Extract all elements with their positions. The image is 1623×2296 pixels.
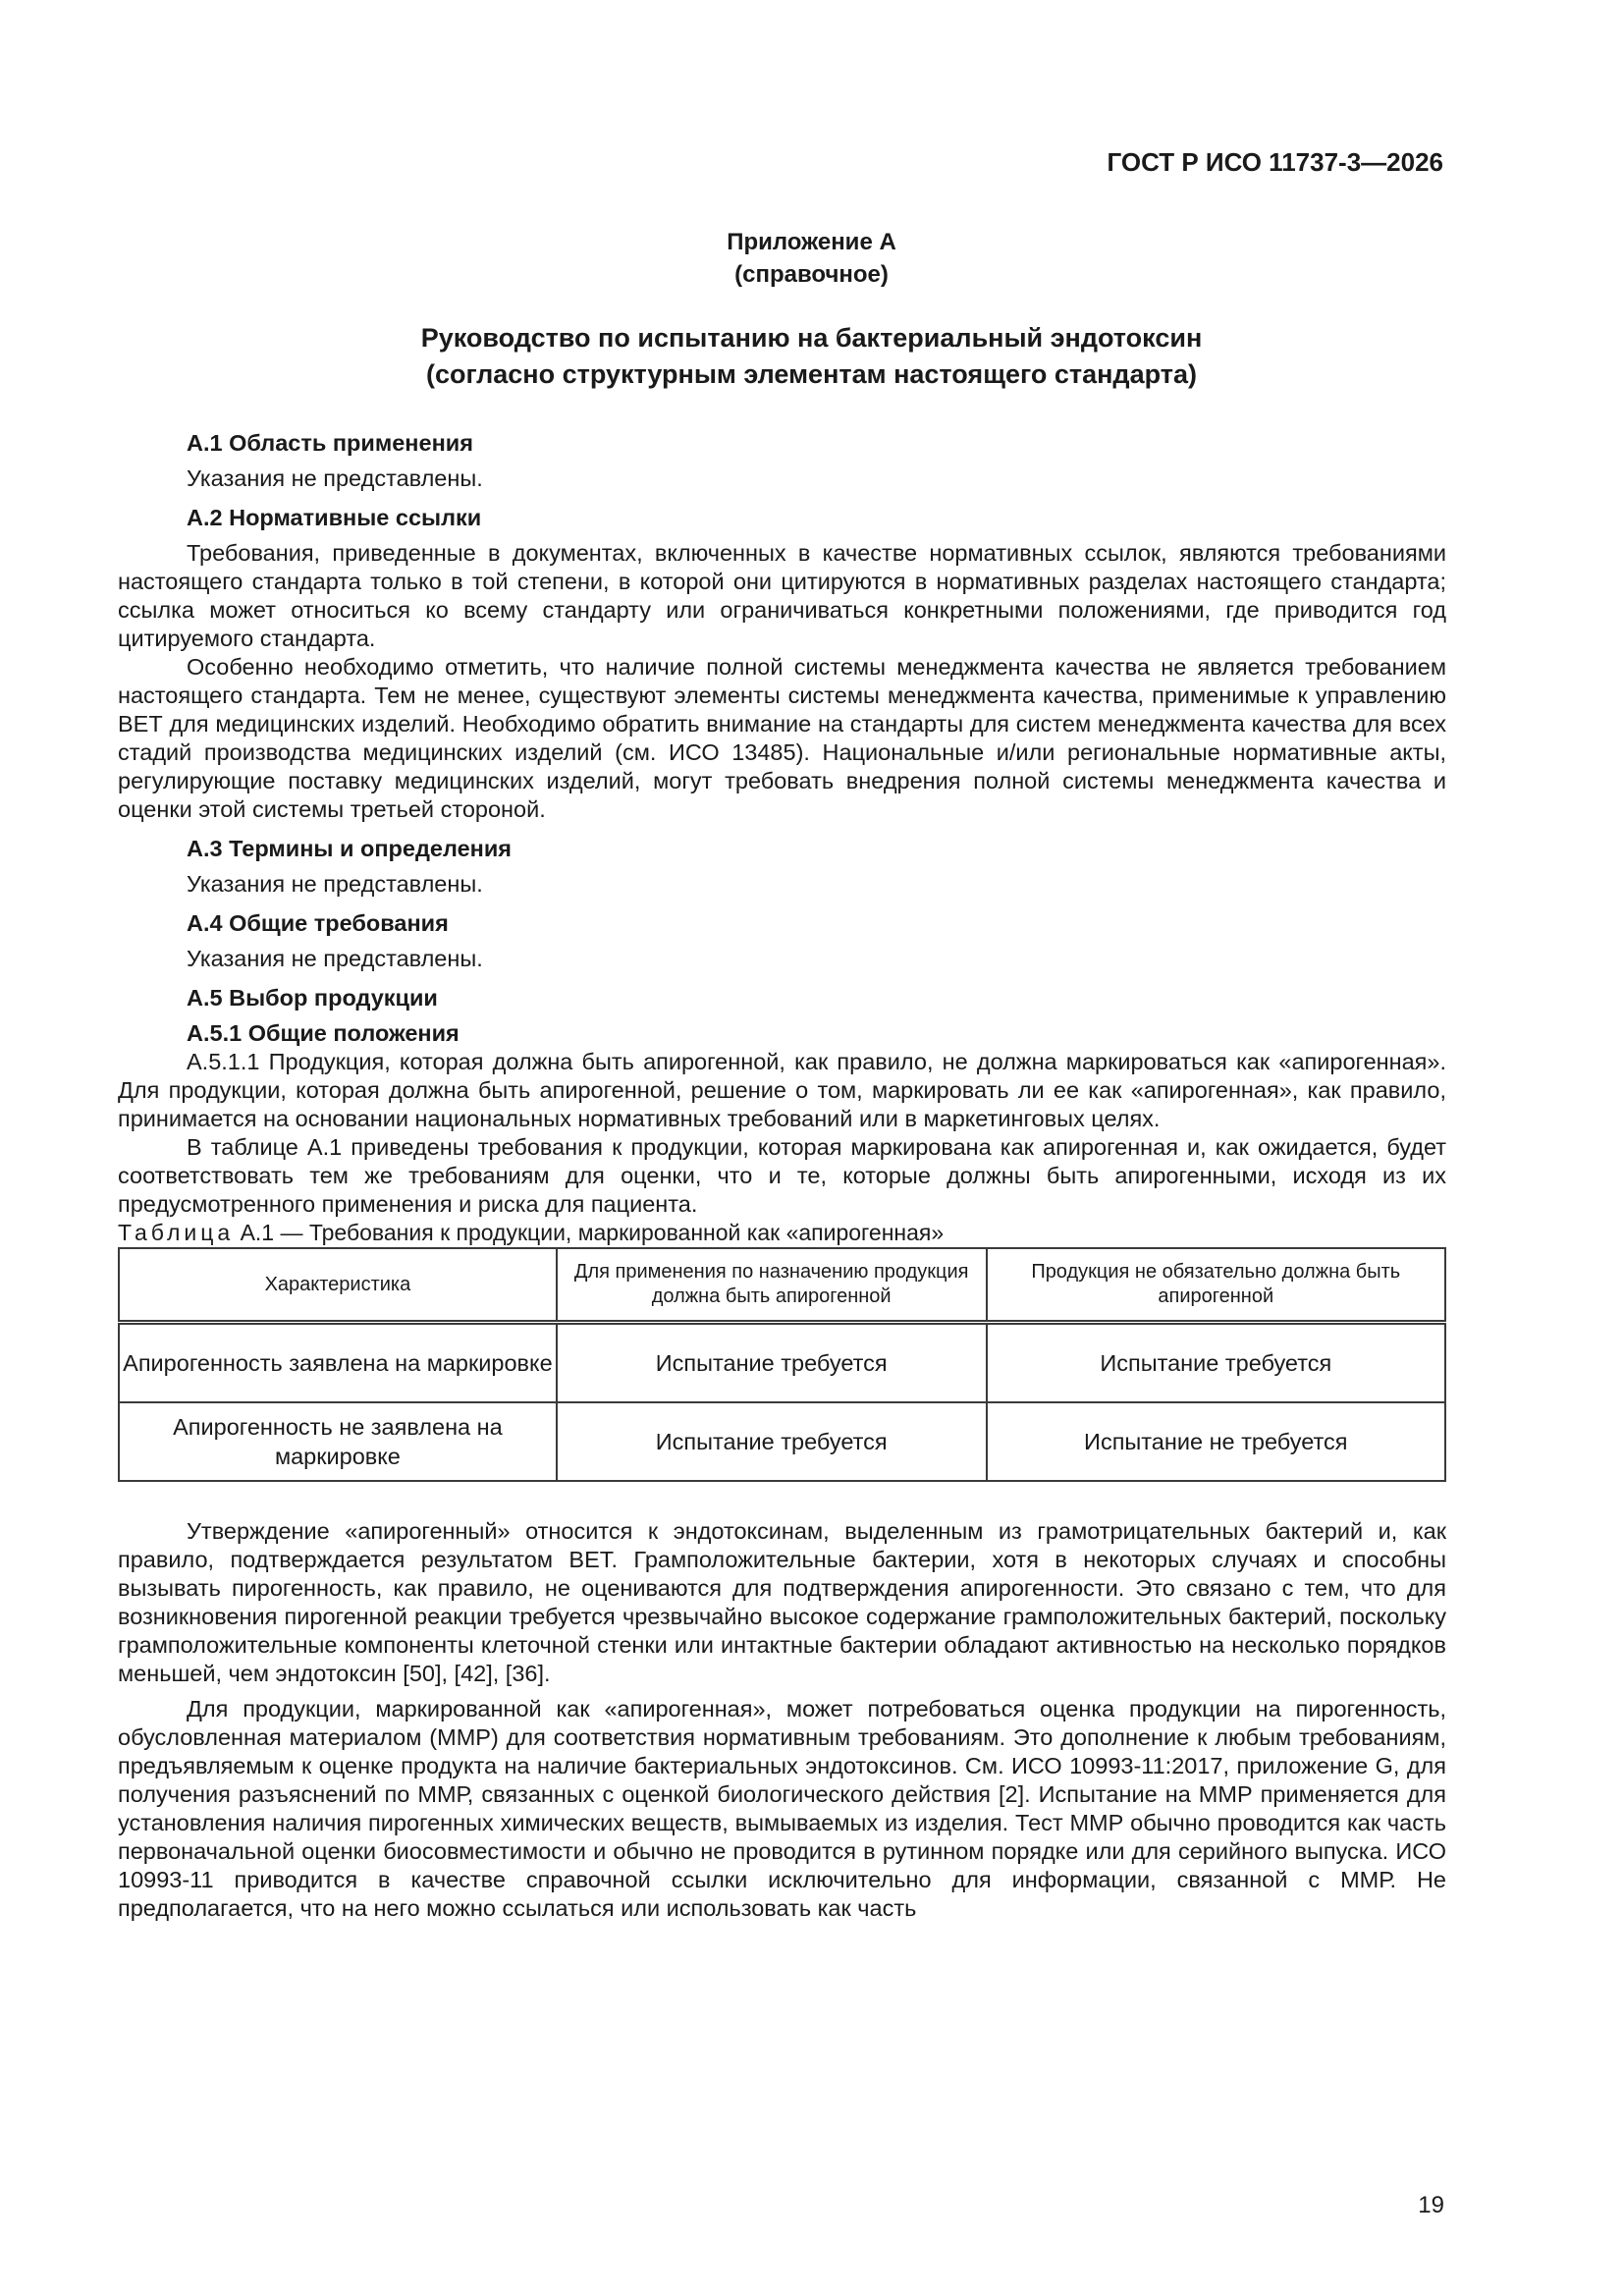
after-table-paragraph-2: Для продукции, маркированной как «апирогенная», может потребоваться оценка продукции на пирогенность, обусловленная материалом (ММР) для соответствия нормативным требованиям. Это дополнение к любым требованиям, предъявляемым к оценке продукта на наличие бактериальных эндотоксинов. См. ИСО 10993-11:2017, приложение G, для получения разъяснений по ММР, связанных с оценкой биологического действия [2]. Испытание на ММР применяется для установления наличия пирогенных химических веществ, вымываемых из изделия. Тест ММР обычно проводится как часть первоначальной оценки биосовместимости и обычно не проводится в рутинном порядке или для серийного выпуска. ИСО 10993-11 приводится в качестве справочной ссылки исключительно для информации, связанной с ММР. Не предполагается, что на него можно ссылаться или использовать как часть bbox=[118, 1696, 1446, 1921]
annex-title bbox=[0, 320, 1623, 393]
document-identifier: ГОСТ Р ИСО 11737-3—2026 bbox=[1107, 147, 1443, 177]
annex-title-line-2: (согласно структурным элементам настоящего стандарта) bbox=[426, 359, 1197, 389]
table-cell: Апирогенность не заявлена на маркировке bbox=[119, 1402, 557, 1481]
section-a51-heading: А.5.1 Общие положения bbox=[187, 1020, 460, 1046]
section-a3-text: Указания не представлены. bbox=[187, 871, 483, 897]
section-a1-heading: А.1 Область применения bbox=[187, 430, 473, 456]
table-header-row bbox=[119, 1248, 1445, 1323]
table-header-cell: Характеристика bbox=[119, 1248, 557, 1323]
annex-type: (справочное) bbox=[734, 261, 889, 288]
section-a511-paragraph-1: А.5.1.1 Продукция, которая должна быть апирогенной, как правило, не должна маркироваться как «апирогенная». Для продукции, которая должна быть апирогенной, решение о том, маркировать ли ее как «апирогенная», как правило, принимается на основании национальных нормативных требований или в маркетинговых целях. bbox=[118, 1049, 1446, 1131]
document-body bbox=[118, 429, 1446, 1923]
requirements-table bbox=[118, 1247, 1446, 1482]
annex-label: Приложение А bbox=[727, 229, 896, 255]
annex-heading bbox=[0, 226, 1623, 291]
section-a2-paragraph-2: Особенно необходимо отметить, что наличие полной системы менеджмента качества не является требованием настоящего стандарта. Тем не менее, существуют элементы системы менеджмента качества, применимые к управлению ВЕТ для медицинских изделий. Необходимо обратить внимание на стандарты для систем менеджмента качества для всех стадий производства медицинских изделий (см. ИСО 13485). Национальные и/или региональные нормативные акты, регулирующие поставку медицинских изделий, могут требовать внедрения полной системы менеджмента качества и оценки этой системы третьей стороной. bbox=[118, 654, 1446, 822]
table-cell: Испытание требуется bbox=[557, 1323, 987, 1403]
table-cell: Испытание не требуется bbox=[987, 1402, 1445, 1481]
section-a4-heading: А.4 Общие требования bbox=[187, 910, 449, 936]
table-header-cell: Для применения по назначению продукция должна быть апирогенной bbox=[557, 1248, 987, 1323]
table-caption bbox=[118, 1219, 1446, 1247]
section-a3-heading: А.3 Термины и определения bbox=[187, 836, 512, 861]
section-a1-text: Указания не представлены. bbox=[187, 465, 483, 491]
section-a2-paragraph-1: Требования, приведенные в документах, включенных в качестве нормативных ссылок, являются требованиями настоящего стандарта только в той степени, в которой они цитируются в нормативных разделах настоящего стандарта; ссылка может относиться ко всему стандарту или ограничиваться конкретными положениями, где приводится год цитируемого стандарта. bbox=[118, 540, 1446, 651]
table-caption-text: А.1 — Требования к продукции, маркированной как «апирогенная» bbox=[234, 1220, 945, 1245]
table-row bbox=[119, 1323, 1445, 1403]
table-header-cell: Продукция не обязательно должна быть апирогенной bbox=[987, 1248, 1445, 1323]
page-number: 19 bbox=[1418, 2192, 1444, 2218]
section-a4-text: Указания не представлены. bbox=[187, 946, 483, 971]
after-table-paragraph-1: Утверждение «апирогенный» относится к эндотоксинам, выделенным из грамотрицательных бактерий и, как правило, подтверждается результатом ВЕТ. Грамположительные бактерии, хотя в некоторых случаях и способны вызывать пирогенность, как правило, не оцениваются для подтверждения апирогенности. Это связано с тем, что для возникновения пирогенной реакции требуется чрезвычайно высокое содержание грамположительных бактерий, поскольку грамположительные компоненты клеточной стенки или интактные бактерии обладают активностью на несколько порядков меньшей, чем эндотоксин [50], [42], [36]. bbox=[118, 1518, 1446, 1686]
table-row bbox=[119, 1402, 1445, 1481]
table-cell: Апирогенность заявлена на маркировке bbox=[119, 1323, 557, 1403]
annex-title-line-1: Руководство по испытанию на бактериальный эндотоксин bbox=[420, 323, 1203, 353]
table-cell: Испытание требуется bbox=[987, 1323, 1445, 1403]
section-a5-heading: А.5 Выбор продукции bbox=[187, 985, 438, 1011]
table-cell: Испытание требуется bbox=[557, 1402, 987, 1481]
section-a511-paragraph-2: В таблице А.1 приведены требования к продукции, которая маркирована как апирогенная и, как ожидается, будет соответствовать тем же требованиям для оценки, что и те, которые должны быть апирогенными, исходя из их предусмотренного применения и риска для пациента. bbox=[118, 1134, 1446, 1217]
section-a2-heading: А.2 Нормативные ссылки bbox=[187, 505, 482, 530]
table-caption-label: Таблица bbox=[118, 1220, 235, 1245]
